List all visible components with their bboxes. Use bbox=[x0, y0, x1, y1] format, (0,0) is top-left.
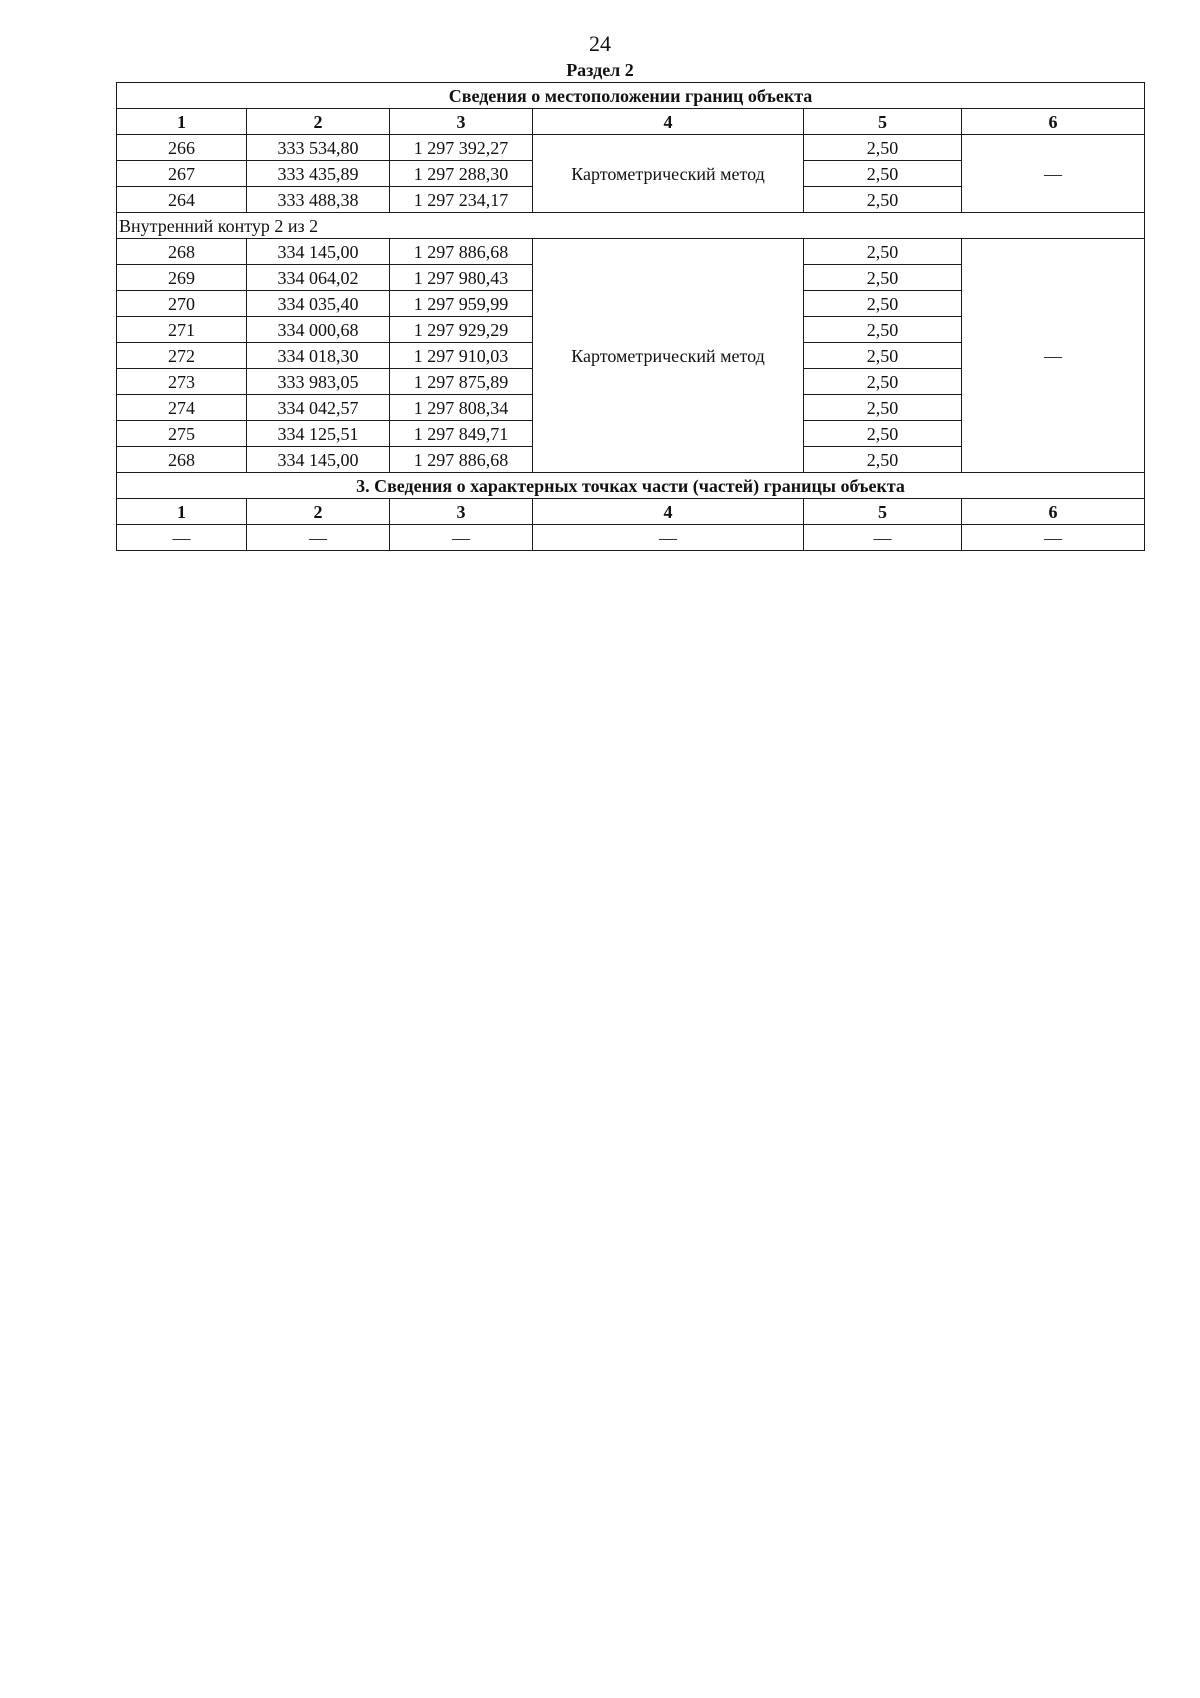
method-cell: Картометрический метод bbox=[533, 135, 804, 213]
coord-x: 333 534,80 bbox=[247, 135, 390, 161]
column-header: 4 bbox=[533, 109, 804, 135]
column-header: 2 bbox=[247, 109, 390, 135]
point-number: 271 bbox=[117, 317, 247, 343]
point-number: 264 bbox=[117, 187, 247, 213]
precision: 2,50 bbox=[804, 239, 962, 265]
precision: 2,50 bbox=[804, 343, 962, 369]
coord-y: 1 297 808,34 bbox=[390, 395, 533, 421]
coord-y: 1 297 392,27 bbox=[390, 135, 533, 161]
column-header: 1 bbox=[117, 109, 247, 135]
column-header-row bbox=[117, 109, 1145, 135]
coord-y: 1 297 959,99 bbox=[390, 291, 533, 317]
column-header: 6 bbox=[962, 109, 1145, 135]
precision: 2,50 bbox=[804, 421, 962, 447]
point-number: 275 bbox=[117, 421, 247, 447]
coord-y: 1 297 288,30 bbox=[390, 161, 533, 187]
column-header: 3 bbox=[390, 499, 533, 525]
column-header: 5 bbox=[804, 499, 962, 525]
coord-x: 334 125,51 bbox=[247, 421, 390, 447]
precision: 2,50 bbox=[804, 265, 962, 291]
point-number: 270 bbox=[117, 291, 247, 317]
column-header: 6 bbox=[962, 499, 1145, 525]
column-header: 2 bbox=[247, 499, 390, 525]
coord-y: 1 297 234,17 bbox=[390, 187, 533, 213]
point-number: 273 bbox=[117, 369, 247, 395]
column-header: 1 bbox=[117, 499, 247, 525]
section3-header-row bbox=[117, 499, 1145, 525]
coord-y: 1 297 910,03 bbox=[390, 343, 533, 369]
precision: 2,50 bbox=[804, 447, 962, 473]
point-number: 266 bbox=[117, 135, 247, 161]
precision: 2,50 bbox=[804, 187, 962, 213]
section3-empty-row bbox=[117, 525, 1145, 551]
col6-cell: — bbox=[962, 135, 1145, 213]
page-number: 24 bbox=[589, 31, 611, 56]
precision: 2,50 bbox=[804, 317, 962, 343]
coord-y: 1 297 886,68 bbox=[390, 239, 533, 265]
point-number: 274 bbox=[117, 395, 247, 421]
point-number: 268 bbox=[117, 239, 247, 265]
coord-x: 333 488,38 bbox=[247, 187, 390, 213]
precision: 2,50 bbox=[804, 395, 962, 421]
col6-cell: — bbox=[962, 239, 1145, 473]
coord-x: 334 035,40 bbox=[247, 291, 390, 317]
coord-y: 1 297 980,43 bbox=[390, 265, 533, 291]
method-cell: Картометрический метод bbox=[533, 239, 804, 473]
section-title: Раздел 2 bbox=[566, 60, 634, 80]
empty-cell: — bbox=[804, 525, 962, 551]
contour-label: Внутренний контур 2 из 2 bbox=[117, 213, 1145, 239]
coord-x: 334 018,30 bbox=[247, 343, 390, 369]
boundary-table bbox=[116, 82, 1145, 551]
coord-x: 334 000,68 bbox=[247, 317, 390, 343]
coord-x: 334 145,00 bbox=[247, 239, 390, 265]
section3-title-row bbox=[117, 473, 1145, 499]
point-number: 272 bbox=[117, 343, 247, 369]
contour-row bbox=[117, 213, 1145, 239]
table-row bbox=[117, 239, 1145, 265]
point-number: 268 bbox=[117, 447, 247, 473]
empty-cell: — bbox=[962, 525, 1145, 551]
table-title: Сведения о местоположении границ объекта bbox=[117, 83, 1145, 109]
coord-y: 1 297 929,29 bbox=[390, 317, 533, 343]
coord-x: 334 145,00 bbox=[247, 447, 390, 473]
precision: 2,50 bbox=[804, 291, 962, 317]
column-header: 4 bbox=[533, 499, 804, 525]
table-row bbox=[117, 135, 1145, 161]
table-title-row bbox=[117, 83, 1145, 109]
coord-x: 333 983,05 bbox=[247, 369, 390, 395]
coord-x: 333 435,89 bbox=[247, 161, 390, 187]
precision: 2,50 bbox=[804, 369, 962, 395]
empty-cell: — bbox=[533, 525, 804, 551]
coord-y: 1 297 875,89 bbox=[390, 369, 533, 395]
coord-y: 1 297 886,68 bbox=[390, 447, 533, 473]
empty-cell: — bbox=[247, 525, 390, 551]
empty-cell: — bbox=[390, 525, 533, 551]
column-header: 3 bbox=[390, 109, 533, 135]
column-header: 5 bbox=[804, 109, 962, 135]
section3-title: 3. Сведения о характерных точках части (частей) границы объекта bbox=[117, 473, 1145, 499]
coord-x: 334 064,02 bbox=[247, 265, 390, 291]
precision: 2,50 bbox=[804, 135, 962, 161]
precision: 2,50 bbox=[804, 161, 962, 187]
empty-cell: — bbox=[117, 525, 247, 551]
point-number: 267 bbox=[117, 161, 247, 187]
coord-y: 1 297 849,71 bbox=[390, 421, 533, 447]
point-number: 269 bbox=[117, 265, 247, 291]
coord-x: 334 042,57 bbox=[247, 395, 390, 421]
